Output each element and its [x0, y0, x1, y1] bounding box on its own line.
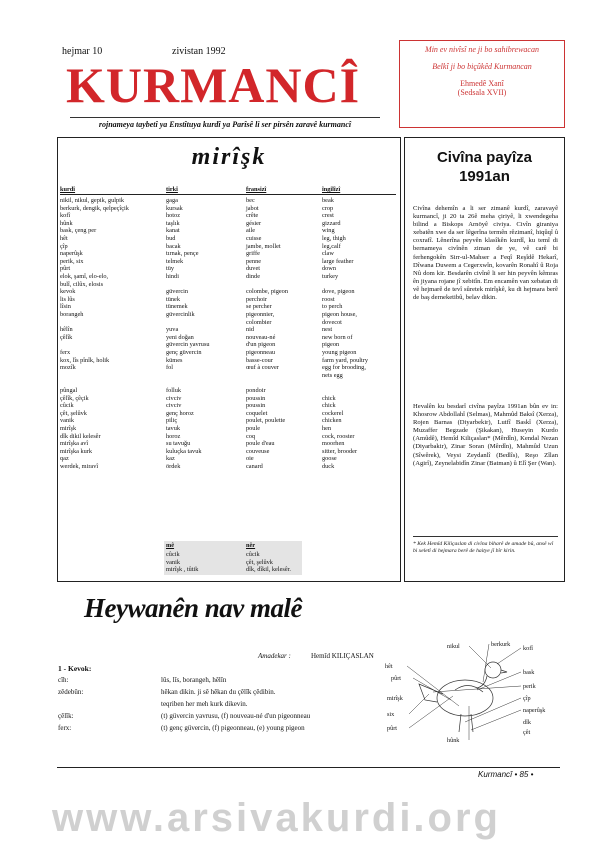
- table-cell: poulet, poulette: [246, 417, 286, 425]
- table-cell: cockerel: [322, 409, 344, 417]
- table-cell: roost: [322, 295, 335, 303]
- table-cell: güvercinlik: [166, 311, 195, 318]
- table-cell: leg,calf: [322, 242, 341, 250]
- table-cell: basse-cour: [246, 356, 273, 364]
- table-cell: nouveau-né: [246, 333, 276, 341]
- quote-author-note: (Sedsala XVII): [457, 88, 507, 97]
- table-cell: taşlık: [166, 219, 180, 227]
- table-cell: tavuk: [166, 425, 180, 432]
- gender-cell: çêt, şelûvk: [246, 558, 273, 566]
- figure-label: çêt: [523, 729, 531, 736]
- table-cell: kevok: [60, 288, 76, 296]
- table-cell: goose: [322, 455, 337, 463]
- table-header-cell: tirkî: [166, 186, 178, 193]
- table-cell: gaga: [166, 197, 178, 204]
- watermark: www.arsivakurdi.org: [52, 796, 501, 840]
- quote-box: [399, 40, 565, 128]
- table-cell: egg for brooding,: [322, 364, 366, 372]
- table-cell: cock, rooster: [322, 432, 355, 440]
- table-cell: folluk: [166, 387, 182, 394]
- table-cell: moorhen: [322, 440, 345, 448]
- table-cell: colombe, pigeon: [246, 288, 288, 296]
- table-cell: kursak: [166, 204, 183, 212]
- quote-line-1: Min ev nivîsî ne ji bo sahibrewacan: [425, 45, 539, 54]
- table-cell: nets egg: [322, 371, 343, 379]
- table-cell: claw: [322, 250, 334, 258]
- gender-cell: vanik: [166, 558, 180, 566]
- article-author-label: Amadekar :: [258, 652, 291, 660]
- table-cell: poussin: [246, 402, 266, 410]
- table-cell: su tavuğu: [166, 440, 191, 448]
- table-cell: kümes: [166, 356, 183, 364]
- table-cell: chick: [322, 402, 336, 410]
- table-cell: genç horoz: [166, 409, 194, 417]
- gender-cell: dîk, dîkil, kelesêr.: [246, 566, 291, 574]
- table-cell: güvercin: [166, 288, 189, 296]
- table-cell: kaz: [166, 455, 175, 463]
- table-cell: pigeonneau: [246, 349, 276, 356]
- table-cell: hêt: [60, 235, 68, 242]
- table-cell: lis lûs: [60, 295, 75, 303]
- table-cell: gésier: [246, 219, 262, 227]
- figure-label: pûrt: [391, 675, 401, 682]
- table-cell: chick: [322, 394, 336, 402]
- figure-label: kofî: [523, 645, 533, 652]
- figure-label: pûrt: [387, 725, 397, 732]
- table-cell: couveuse: [246, 447, 270, 455]
- article-row-value: (t) güvercin yavrusu, (f) nouveau-né d'un pigeonneau: [161, 712, 311, 720]
- table-cell: farm yard, poultry: [322, 356, 368, 364]
- civina-title: [405, 148, 564, 186]
- table-cell: turkey: [322, 273, 339, 280]
- figure-label: dîk: [523, 719, 531, 726]
- table-cell: pigeon: [322, 341, 340, 349]
- table-cell: mirîşk: [60, 425, 77, 432]
- table-cell: kuluçka tavuk: [166, 447, 202, 455]
- issue-date: zivistan 1992: [172, 46, 226, 57]
- figure-leader-line: [407, 666, 459, 706]
- article-row-label: çêlîk:: [58, 712, 74, 720]
- table-cell: sitter, brooder: [322, 447, 358, 455]
- table-cell: nikil, nikul, gepik, gulpik: [60, 197, 125, 204]
- table-cell: duck: [322, 463, 335, 470]
- table-cell: pigeon house,: [322, 311, 357, 318]
- figure-label: naperûşk: [523, 707, 546, 714]
- gender-cell: cûcik: [246, 551, 260, 558]
- figure-label: çîp: [523, 695, 531, 702]
- bottom-rule: [57, 767, 560, 768]
- table-cell: hêlîn: [60, 326, 73, 334]
- table-cell: down: [322, 265, 336, 273]
- table-cell: perik, six: [60, 257, 84, 265]
- masthead-title: KURMANCÎ: [66, 57, 361, 113]
- gender-header-cell: mê: [166, 542, 175, 549]
- table-cell: pûngal: [60, 387, 78, 394]
- figure-label: mirîşk: [387, 695, 403, 702]
- table-cell: kanat: [166, 227, 180, 235]
- table-cell: canard: [246, 463, 263, 470]
- table-cell: nest: [322, 326, 333, 334]
- table-cell: chicken: [322, 417, 342, 425]
- table-cell: bask, çeng per: [60, 227, 97, 235]
- table-cell: civciv: [166, 394, 182, 402]
- table-cell: coq: [246, 432, 256, 440]
- quote-author: Ehmedê Xanî: [460, 79, 504, 88]
- table-cell: young pigeon: [322, 349, 357, 356]
- table-cell: se percher: [246, 303, 272, 311]
- table-cell: güvercin yavrusu: [166, 341, 210, 349]
- figure-label: berkurk: [491, 641, 511, 648]
- table-cell: berkurk, dengik, qelpeçîçik: [60, 204, 129, 212]
- civina-box: [404, 137, 565, 582]
- table-cell: borangeh: [60, 311, 84, 318]
- table-cell: ferx: [60, 349, 71, 356]
- table-cell: ördek: [166, 463, 181, 470]
- table-cell: bud: [166, 235, 176, 242]
- table-cell: beak: [322, 197, 334, 204]
- table-cell: kox, lîs pînîk, holik: [60, 356, 110, 364]
- table-cell: crop: [322, 204, 334, 212]
- table-cell: crête: [246, 212, 259, 220]
- section-heading: 1 - Kevok:: [58, 664, 92, 673]
- gender-cell: mirîşk , tûtik: [166, 566, 199, 574]
- civina-footnote: * Kek Hemîd Kiliçaslan di civîna biharê de amade bû, ansê wî bi xeletî di hejmara berê de haitye jî bîr kirin.: [413, 536, 558, 555]
- table-cell: pondoir: [246, 387, 266, 394]
- table-cell: to perch: [322, 303, 343, 311]
- article-row-label: cîh:: [58, 676, 69, 684]
- table-cell: cûcik: [60, 402, 74, 410]
- pigeon-drawing: [419, 662, 507, 732]
- table-cell: leg, thigh: [322, 235, 346, 242]
- gender-cell: cûcik: [166, 551, 180, 558]
- pigeon-beak: [501, 670, 507, 673]
- figure-leader-line: [433, 686, 521, 692]
- table-header-cell: îngilîzî: [322, 186, 341, 193]
- civina-paragraph-2: Hevalên ku besdarî civîna payîza 1991an bûn ev in: Khosrow Abdollahî (Selmas), Mahmûd Baksî (Xerza), Rojen Barnas (Diyarbekir), Lutfî Baskî (Xerza), Muzaffer Begzade (Şikakan), Huseyin Kurdo (Amûdê), Hemîd Kiliçaslan* (Mêrdîn), Kendal Nezan (Diyarbakir), Zinar Soran (Mêrdîn), Mahmûd Uzun (Sîwêrek), Veysi Zeydanlî (Bedlîs), Reşo Zîlan (Agirî), Zeynelabidîn Zinar (Batman) û Elî Şer (Wan).: [413, 403, 558, 467]
- table-cell: poussin: [246, 394, 266, 402]
- table-cell: mirîşka avî: [60, 440, 89, 448]
- article-row-value: (t) genç güvercin, (f) pigeonneau, (e) young pigeon: [161, 724, 305, 732]
- figure-leader-line: [413, 678, 451, 700]
- table-cell: bec: [246, 197, 255, 204]
- mirisk-title: mirîşk: [191, 144, 267, 170]
- table-cell: tüy: [166, 265, 175, 273]
- table-cell: elok, şamî, elo-elo,: [60, 273, 109, 280]
- table-cell: civciv: [166, 402, 182, 410]
- table-cell: kofî: [60, 212, 71, 220]
- table-cell: horoz: [166, 432, 181, 440]
- article-title: Heywanên nav malê: [84, 593, 302, 623]
- pigeon-legs: [459, 714, 473, 732]
- article-author-name: Hemîd KILIÇASLAN: [311, 652, 374, 660]
- table-cell: colombier: [246, 318, 272, 326]
- table-cell: penne: [246, 257, 262, 265]
- table-cell: d'un pigeon: [246, 341, 276, 349]
- issue-number: hejmar 10: [62, 46, 103, 57]
- table-cell: genç güvercin: [166, 349, 202, 356]
- table-cell: telmek: [166, 257, 184, 265]
- table-header-rule: [60, 194, 396, 195]
- table-cell: fol: [166, 364, 173, 372]
- masthead-tagline: rojnameya taybetî ya Enstîtuya kurdî ya Parîsê li ser pirsên zaravê kurmancî: [70, 117, 380, 129]
- table-cell: large feather: [322, 257, 354, 265]
- table-cell: poule: [246, 425, 260, 432]
- civina-title-line-1: Civîna payîza: [436, 149, 533, 166]
- table-cell: duvet: [246, 265, 260, 273]
- table-cell: oie: [246, 455, 254, 463]
- table-cell: tünek: [166, 295, 180, 303]
- table-cell: dove, pigeon: [322, 288, 355, 296]
- table-cell: aile: [246, 227, 256, 235]
- table-cell: tırnak, pençe: [166, 250, 199, 258]
- table-cell: werdek, miravî: [60, 463, 99, 470]
- table-cell: wing: [322, 227, 335, 235]
- table-cell: gizzard: [322, 219, 341, 227]
- table-cell: piliç: [166, 417, 178, 425]
- table-cell: bacak: [166, 242, 181, 250]
- article-row-label: zêdebûn:: [58, 688, 84, 696]
- table-cell: dîk dikil kelesêr: [60, 432, 101, 440]
- mirisk-box: [57, 137, 401, 582]
- table-cell: hen: [322, 425, 332, 432]
- table-cell: crest: [322, 212, 334, 220]
- table-cell: hûnk: [60, 219, 73, 227]
- table-cell: nid: [246, 326, 255, 334]
- table-cell: mirîşka kurk: [60, 447, 93, 455]
- article-row-label: ferx:: [58, 724, 72, 732]
- table-cell: œuf à couver: [246, 364, 279, 372]
- table-header-cell: kurdî: [60, 186, 76, 193]
- table-cell: dovecot: [322, 318, 342, 326]
- table-cell: griffe: [246, 250, 260, 258]
- article-row-value: hêkan dikin. ji sê hêkan du çêlîk çêdibin.: [161, 688, 276, 696]
- table-cell: çêlîk, çêçik: [60, 394, 89, 402]
- table-cell: çêlîk: [60, 333, 73, 341]
- quote-line-2: Belkî ji bo biçûkêd Kurmancan: [432, 62, 532, 71]
- table-cell: pûrt: [60, 265, 71, 273]
- table-cell: hotoz: [166, 212, 180, 220]
- figure-label: hêt: [385, 663, 393, 670]
- table-cell: yeni doğan: [166, 333, 194, 341]
- gender-header-cell: nêr: [246, 542, 256, 549]
- figure-leader-line: [497, 648, 521, 664]
- table-cell: qaz: [60, 455, 69, 463]
- table-cell: pigeonnier,: [246, 311, 275, 318]
- table-cell: jambe, mollet: [246, 242, 281, 250]
- civina-paragraph-1: Civîna dehemîn a li ser zimanê kurdî, zaravayê kurmancî, ji 20 ta 26ê meha çiriyê, li xwendegeha bilind a Biskops Arnöyê civiya. Civîn giraniya xebatên xwe da ser lêgerîna termên rêzimanî, hiqûqî û coxrafî. Lênerîna peyvên klasîkên kurdî, ku temî di bernameya civînên ziman de ye, vê carê bi ferhengokên Sirr-ul-Mahser a Feqî Reşîdê Hekarî, Dîwana Duwem a Cegerxwîn, kovarên Ronahî û Roja Nû dom kir. Besdarên civînê li ser hin peyvên kêmras ên jiyana rojane jî xebitîn. Em encamên van xebatan di vê hejmarê de tevî sûretek mirîşkê, ku di hejmara berê de baş derneketibû, belav dikin.: [413, 205, 559, 302]
- table-cell: yuva: [166, 326, 179, 334]
- figure-label: hûnk: [447, 737, 460, 744]
- article-row-value: lûs, lîs, borangeh, hêlîn: [161, 676, 227, 684]
- table-cell: poule d'eau: [246, 440, 275, 448]
- table-cell: mozîk: [60, 364, 76, 372]
- figure-label: perik: [523, 683, 536, 690]
- figure-leader-line: [409, 694, 429, 714]
- table-cell: cuisse: [246, 235, 262, 242]
- table-cell: çîp: [60, 242, 68, 250]
- table-cell: new born of: [322, 333, 353, 341]
- table-cell: vanik: [60, 417, 74, 425]
- article-row-value: teqriben her meh kurk dikevin.: [161, 700, 248, 708]
- table-cell: perchoir: [246, 295, 267, 303]
- table-cell: tünemek: [166, 303, 188, 311]
- table-cell: çêt, şelûvk: [60, 409, 87, 417]
- table-cell: dinde: [246, 273, 260, 280]
- table-cell: lîsin: [60, 303, 71, 311]
- table-cell: bulî, cilûx, elosis: [60, 280, 104, 288]
- figure-leader-line: [469, 646, 491, 668]
- figure-leader-line: [471, 710, 521, 730]
- figure-label: bask: [523, 669, 535, 676]
- pigeon-illustration: [373, 640, 568, 750]
- table-cell: naperûşk: [60, 250, 83, 258]
- table-header-cell: fransizî: [246, 186, 267, 193]
- table-cell: jabot: [246, 204, 259, 212]
- table-cell: coquelet: [246, 409, 268, 417]
- mirisk-table: [60, 186, 398, 581]
- figure-label: nikul: [447, 643, 460, 650]
- figure-label: six: [387, 711, 395, 718]
- footer-brand: Kurmancî • 85 •: [478, 770, 534, 779]
- civina-title-line-2: 1991an: [459, 168, 510, 185]
- table-cell: hindi: [166, 273, 179, 280]
- figure-leader-line: [465, 698, 521, 722]
